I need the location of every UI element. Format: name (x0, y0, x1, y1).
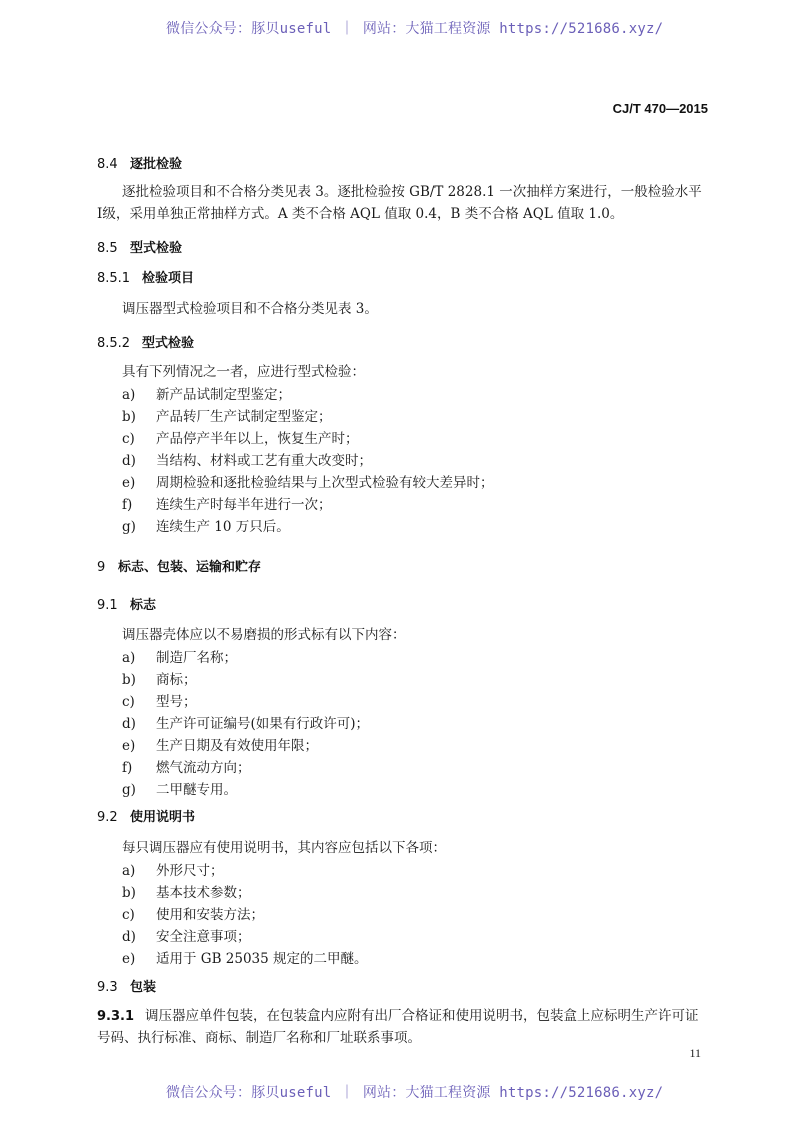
section-9-2-heading (97, 806, 195, 825)
section-8-4-heading (97, 153, 182, 172)
section-9-3-1-paragraph-line-1: 9.3.1 调压器应单件包装，在包装盒内应附有出厂合格证和使用说明书，包装盒上应标明生产许可证 (97, 1008, 699, 1024)
list-item: e) 生产日期及有效使用年限； (122, 738, 318, 754)
section-title: 包装 (130, 980, 157, 995)
section-number: 8.4 (97, 157, 118, 172)
section-9-heading (97, 556, 261, 575)
section-9-2-intro: 每只调压器应有使用说明书，其内容应包括以下各项： (122, 840, 446, 856)
section-number: 8.5.1 (97, 271, 131, 286)
section-title: 型式检验 (142, 336, 195, 351)
section-8-4-paragraph-line-1: 逐批检验项目和不合格分类见表 3。逐批检验按 GB/T 2828.1 一次抽样方案进行，一般检验水平 (122, 184, 702, 200)
section-title: 标志 (130, 598, 157, 613)
section-number: 9.1 (97, 598, 118, 613)
section-number: 8.5.2 (97, 336, 131, 351)
bottom-watermark: 微信公众号：豚贝useful ｜ 网站：大猫工程资源 https://521686.xyz/ (166, 1085, 664, 1101)
list-item: c) 型号； (122, 694, 197, 710)
section-9-1-heading (97, 594, 156, 613)
section-title: 检验项目 (142, 271, 195, 286)
section-title: 逐批检验 (130, 157, 183, 172)
section-9-3-1-paragraph-line-2: 号码、执行标准、商标、制造厂名称和厂址联系事项。 (97, 1030, 421, 1046)
list-item: f) 连续生产时每半年进行一次； (122, 497, 332, 513)
section-title: 使用说明书 (130, 810, 196, 825)
section-8-5-2-intro: 具有下列情况之一者，应进行型式检验： (122, 364, 365, 380)
list-item: a) 新产品试制定型鉴定； (122, 387, 291, 403)
list-item: c) 使用和安装方法； (122, 907, 264, 923)
list-item: d) 生产许可证编号(如果有行政许可)； (122, 716, 370, 732)
list-item: c) 产品停产半年以上，恢复生产时； (122, 431, 359, 447)
section-8-4-paragraph-line-2: Ⅰ级，采用单独正常抽样方式。A 类不合格 AQL 值取 0.4，B 类不合格 AQL 值取 1.0。 (97, 206, 624, 222)
standard-number: CJ/T 470—2015 (612, 101, 708, 116)
list-item: b) 产品转厂生产试制定型鉴定； (122, 409, 332, 425)
section-9-1-intro: 调压器壳体应以不易磨损的形式标有以下内容： (122, 627, 406, 643)
list-item: d) 安全注意事项； (122, 929, 251, 945)
list-item: b) 基本技术参数； (122, 885, 251, 901)
section-number: 9.2 (97, 810, 118, 825)
list-item: a) 外形尺寸； (122, 863, 224, 879)
top-watermark: 微信公众号：豚贝useful ｜ 网站：大猫工程资源 https://521686.xyz/ (166, 21, 664, 37)
list-item: e) 周期检验和逐批检验结果与上次型式检验有较大差异时； (122, 475, 494, 491)
section-number: 9.3 (97, 980, 118, 995)
section-number: 9 (97, 560, 106, 575)
list-item: g) 连续生产 10 万只后。 (122, 519, 290, 535)
list-item: a) 制造厂名称； (122, 650, 237, 666)
list-item: b) 商标； (122, 672, 197, 688)
page-number: 11 (689, 1046, 701, 1060)
list-item: e) 适用于 GB 25035 规定的二甲醚。 (122, 951, 368, 967)
section-8-5-1-paragraph: 调压器型式检验项目和不合格分类见表 3。 (122, 301, 378, 317)
section-8-5-1-heading (97, 267, 194, 286)
clause-number: 9.3.1 (97, 1009, 135, 1024)
list-item: d) 当结构、材料或工艺有重大改变时； (122, 453, 372, 469)
list-item: g) 二甲醚专用。 (122, 782, 237, 798)
section-title: 标志、包装、运输和贮存 (118, 560, 262, 575)
section-title: 型式检验 (130, 241, 183, 256)
section-8-5-heading (97, 237, 182, 256)
section-9-3-heading (97, 976, 156, 995)
section-8-5-2-heading (97, 332, 194, 351)
section-number: 8.5 (97, 241, 118, 256)
list-item: f) 燃气流动方向； (122, 760, 251, 776)
